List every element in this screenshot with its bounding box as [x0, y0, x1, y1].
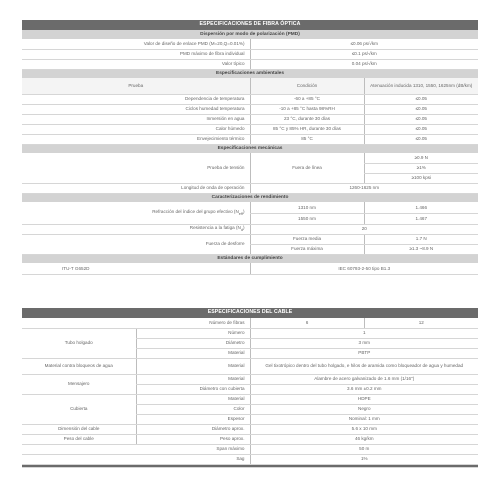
fiber-count-value: 12 [364, 318, 478, 328]
peel-label: Fuerza de desforre [22, 234, 250, 254]
tension-value: ≥0.9 N [364, 153, 478, 163]
env-section-title: Especificaciones ambientales [22, 69, 478, 78]
env-row-test: Envejecimiento térmico [22, 134, 250, 144]
env-row-condition: -10 a +85 °C hasta 98%RH [250, 104, 364, 114]
env-row-condition: 85 °C [250, 134, 364, 144]
env-row-condition: -60 a +85 °C [250, 94, 364, 104]
refraction-wavelength: 1310 nm [250, 202, 364, 213]
cable-value: PBTP [250, 348, 478, 358]
env-header-attenuation: Atenuación inducida 1310, 1550, 1625nm (dB/km) [364, 78, 478, 94]
sag-value: 1% [250, 454, 478, 464]
fatigue-value: 20 [250, 224, 478, 234]
cable-group-label: Dimensión del cable [22, 424, 136, 434]
cutoff-value: 1260-1625 nm [250, 183, 478, 193]
env-row-value: ≤0.05 [364, 114, 478, 124]
cable-group-label: Mensajero [22, 374, 136, 394]
perf-section-title: Caracterizaciones de rendimiento [22, 193, 478, 202]
peel-type: Fuerza media [250, 234, 364, 244]
table-footer-bar [22, 464, 478, 467]
cable-value: 3 mm [250, 338, 478, 348]
pmd-row-label: PMD máximo de fibra individual [22, 49, 250, 59]
refraction-label: Refracción del índice del grupo efectivo $(N_{eff})$ [22, 202, 250, 224]
cable-param: Material [136, 374, 250, 384]
cable-param: Peso aprox. [136, 434, 250, 444]
tension-condition: Fuera de línea [250, 153, 364, 183]
env-row-test: Inmersión en agua [22, 114, 250, 124]
env-row-condition: 23 °C, durante 30 días [250, 114, 364, 124]
env-header-condition: Condición [250, 78, 364, 94]
peel-type: Fuerza máxima [250, 244, 364, 254]
cable-group-label: Cubierta [22, 394, 136, 424]
env-row-value: ≤0.05 [364, 94, 478, 104]
cable-param: Diámetro [136, 338, 250, 348]
fiber-spec-title: ESPECIFICACIONES DE FIBRA ÓPTICA [22, 20, 478, 30]
cable-value: 3.6 mm ±0.2 mm [250, 384, 478, 394]
cable-group-label: Material contra bloqueos de agua [22, 358, 136, 374]
cable-value: Alambre de acero galvanizado de 1.6 mm (1/16") [250, 374, 478, 384]
env-row-value: ≤0.05 [364, 104, 478, 114]
env-row-test: Ciclos humedad temperatura [22, 104, 250, 114]
pmd-section-title: Dispersión por modo de polarización (PMD) [22, 30, 478, 39]
standard-iec: IEC 60793-2-50 tipo B1.3 [250, 263, 478, 274]
cable-param: Color [136, 404, 250, 414]
env-row-condition: 85 °C y 85% HR, durante 30 días [250, 124, 364, 134]
fiber-spec-table [22, 20, 478, 275]
env-row-test: Dependencia de temperatura [22, 94, 250, 104]
cable-param: Diámetro aprox. [136, 424, 250, 434]
cable-param: Material [136, 348, 250, 358]
cable-group-label: Peso del cable [22, 434, 136, 444]
tension-value: ≥100 kpsi [364, 173, 478, 183]
span-value: 50 m [250, 444, 478, 454]
refraction-value: 1.467 [364, 213, 478, 224]
env-header-test: Prueba [22, 78, 250, 94]
pmd-row-value: ≤0.06 ps/√km [250, 39, 478, 49]
pmd-row-value: ≤0.1 ps/√km [250, 49, 478, 59]
cable-param: Diámetro con cubierta [136, 384, 250, 394]
cutoff-label: Longitud de onda de operación [22, 183, 250, 193]
standard-itu: ITU-T G652D [22, 263, 250, 274]
fiber-count-label: Número de fibras [22, 318, 250, 328]
standards-section-title: Estándares de cumplimiento [22, 254, 478, 263]
cable-group-label: Tubo holgado [22, 328, 136, 358]
cable-value: HDPE [250, 394, 478, 404]
peel-value: ≥1.3 ~8.9 N [364, 244, 478, 254]
cable-value: 1 [250, 328, 478, 338]
peel-value: 1.7 N [364, 234, 478, 244]
sag-label: Sag [22, 454, 250, 464]
env-row-test: Calor húmedo [22, 124, 250, 134]
cable-value: Negro [250, 404, 478, 414]
cable-param: Material [136, 394, 250, 404]
pmd-row-label: Valor típico [22, 59, 250, 69]
cable-value: Gel tixotrópico dentro del tubo holgado, e hilos de aramida como bloqueador de agua y humedad [250, 358, 478, 374]
fiber-count-value: 6 [250, 318, 364, 328]
pmd-row-value: 0.04 ps/√km [250, 59, 478, 69]
cable-param: Número [136, 328, 250, 338]
cable-param: Espesor [136, 414, 250, 424]
env-row-value: ≤0.05 [364, 134, 478, 144]
fatigue-label: Resistencia a la fatiga $(N_d)$ [22, 224, 250, 234]
env-row-value: ≤0.05 [364, 124, 478, 134]
tension-label: Prueba de tensión [22, 153, 250, 183]
mech-section-title: Especificaciones mecánicas [22, 144, 478, 153]
cable-spec-table [22, 308, 478, 468]
cable-value: Nominal: 1 mm [250, 414, 478, 424]
refraction-wavelength: 1550 nm [250, 213, 364, 224]
cable-value: 46 kg/km [250, 434, 478, 444]
cable-param: Material [136, 358, 250, 374]
tension-value: ≥1% [364, 163, 478, 173]
cable-spec-title: ESPECIFICACIONES DEL CABLE [22, 308, 478, 318]
pmd-row-label: Valor de diseño de enlace PMD (M=20,Q=0.01%) [22, 39, 250, 49]
cable-value: 5.6 x 10 mm [250, 424, 478, 434]
span-label: Span máximo [22, 444, 250, 454]
refraction-value: 1.466 [364, 202, 478, 213]
